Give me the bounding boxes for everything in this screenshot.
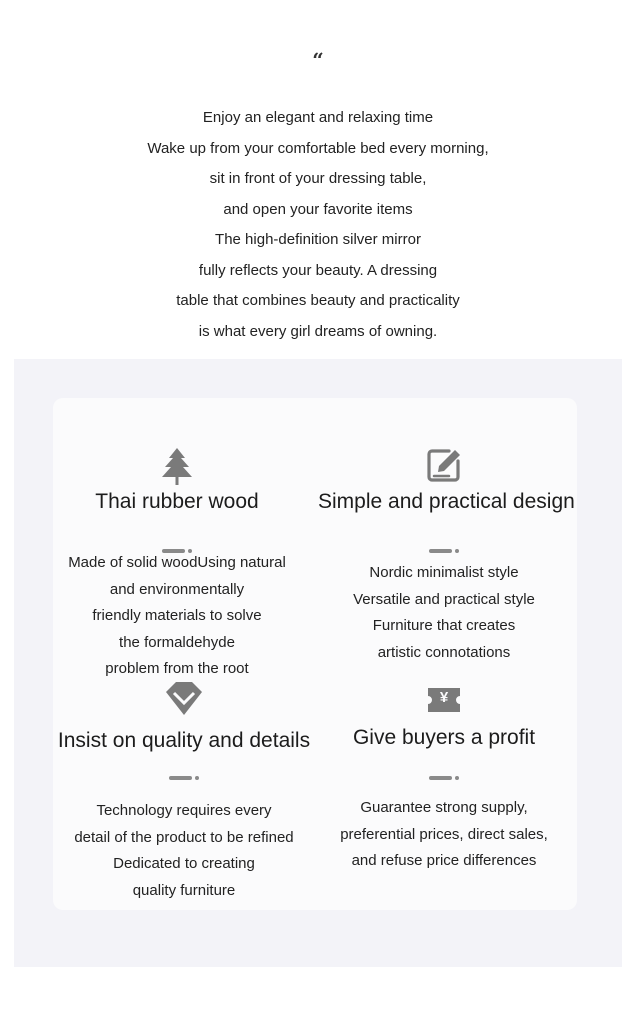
feature-quality-details (53, 680, 315, 905)
quote-mark: “ (312, 48, 324, 72)
intro-line: The high-definition silver mirror (215, 231, 421, 248)
divider-icon (429, 768, 459, 774)
divider-icon (169, 768, 199, 774)
description-line: Furniture that creates (372, 617, 516, 634)
feature-title: Simple and practical design (318, 490, 575, 513)
description-line: the formaldehyde (119, 633, 235, 651)
feature-buyer-profit (318, 680, 570, 905)
description-line: friendly materials to solve (92, 607, 262, 624)
yen-symbol: ¥ (439, 689, 449, 706)
description-line: problem from the root (105, 660, 249, 677)
divider-icon (429, 541, 459, 547)
intro-text (0, 103, 636, 347)
tree-icon (161, 446, 193, 493)
description-line: Technology requires every (96, 802, 272, 819)
feature-description (318, 560, 570, 666)
intro-line: Enjoy an elegant and relaxing time (202, 109, 434, 126)
intro-line: fully reflects your beauty. A dressing (198, 261, 438, 279)
feature-description (53, 550, 301, 683)
feature-description (53, 798, 315, 904)
intro-line: Wake up from your comfortable bed every morning, (147, 139, 489, 157)
description-line: Dedicated to creating (113, 855, 255, 872)
intro-line: sit in front of your dressing table, (209, 170, 427, 187)
description-line: and environmentally (109, 580, 245, 598)
feature-thai-rubber-wood (53, 440, 301, 680)
diamond-icon (164, 682, 204, 721)
feature-title: Insist on quality and details (57, 729, 311, 752)
description-line: preferential prices, direct sales, (340, 825, 548, 843)
description-line: quality furniture (132, 881, 236, 899)
edit-icon (425, 446, 463, 489)
description-line: detail of the product to be refined (74, 828, 294, 846)
description-line: Made of solid woodUsing natural (68, 554, 286, 571)
divider-icon (162, 541, 192, 547)
description-line: Guarantee strong supply, (360, 799, 528, 816)
feature-title: Thai rubber wood (95, 490, 259, 513)
intro-line: is what every girl dreams of owning. (198, 322, 438, 340)
feature-description (318, 795, 570, 875)
description-line: artistic connotations (377, 643, 511, 661)
intro-line: and open your favorite items (223, 200, 413, 218)
feature-simple-design (318, 440, 575, 680)
feature-title: Give buyers a profit (352, 726, 536, 749)
description-line: Nordic minimalist style (369, 564, 519, 581)
description-line: Versatile and practical style (353, 590, 535, 608)
description-line: and refuse price differences (351, 852, 537, 869)
yen-ticket-icon (426, 686, 462, 719)
intro-line: table that combines beauty and practicality (176, 292, 460, 309)
